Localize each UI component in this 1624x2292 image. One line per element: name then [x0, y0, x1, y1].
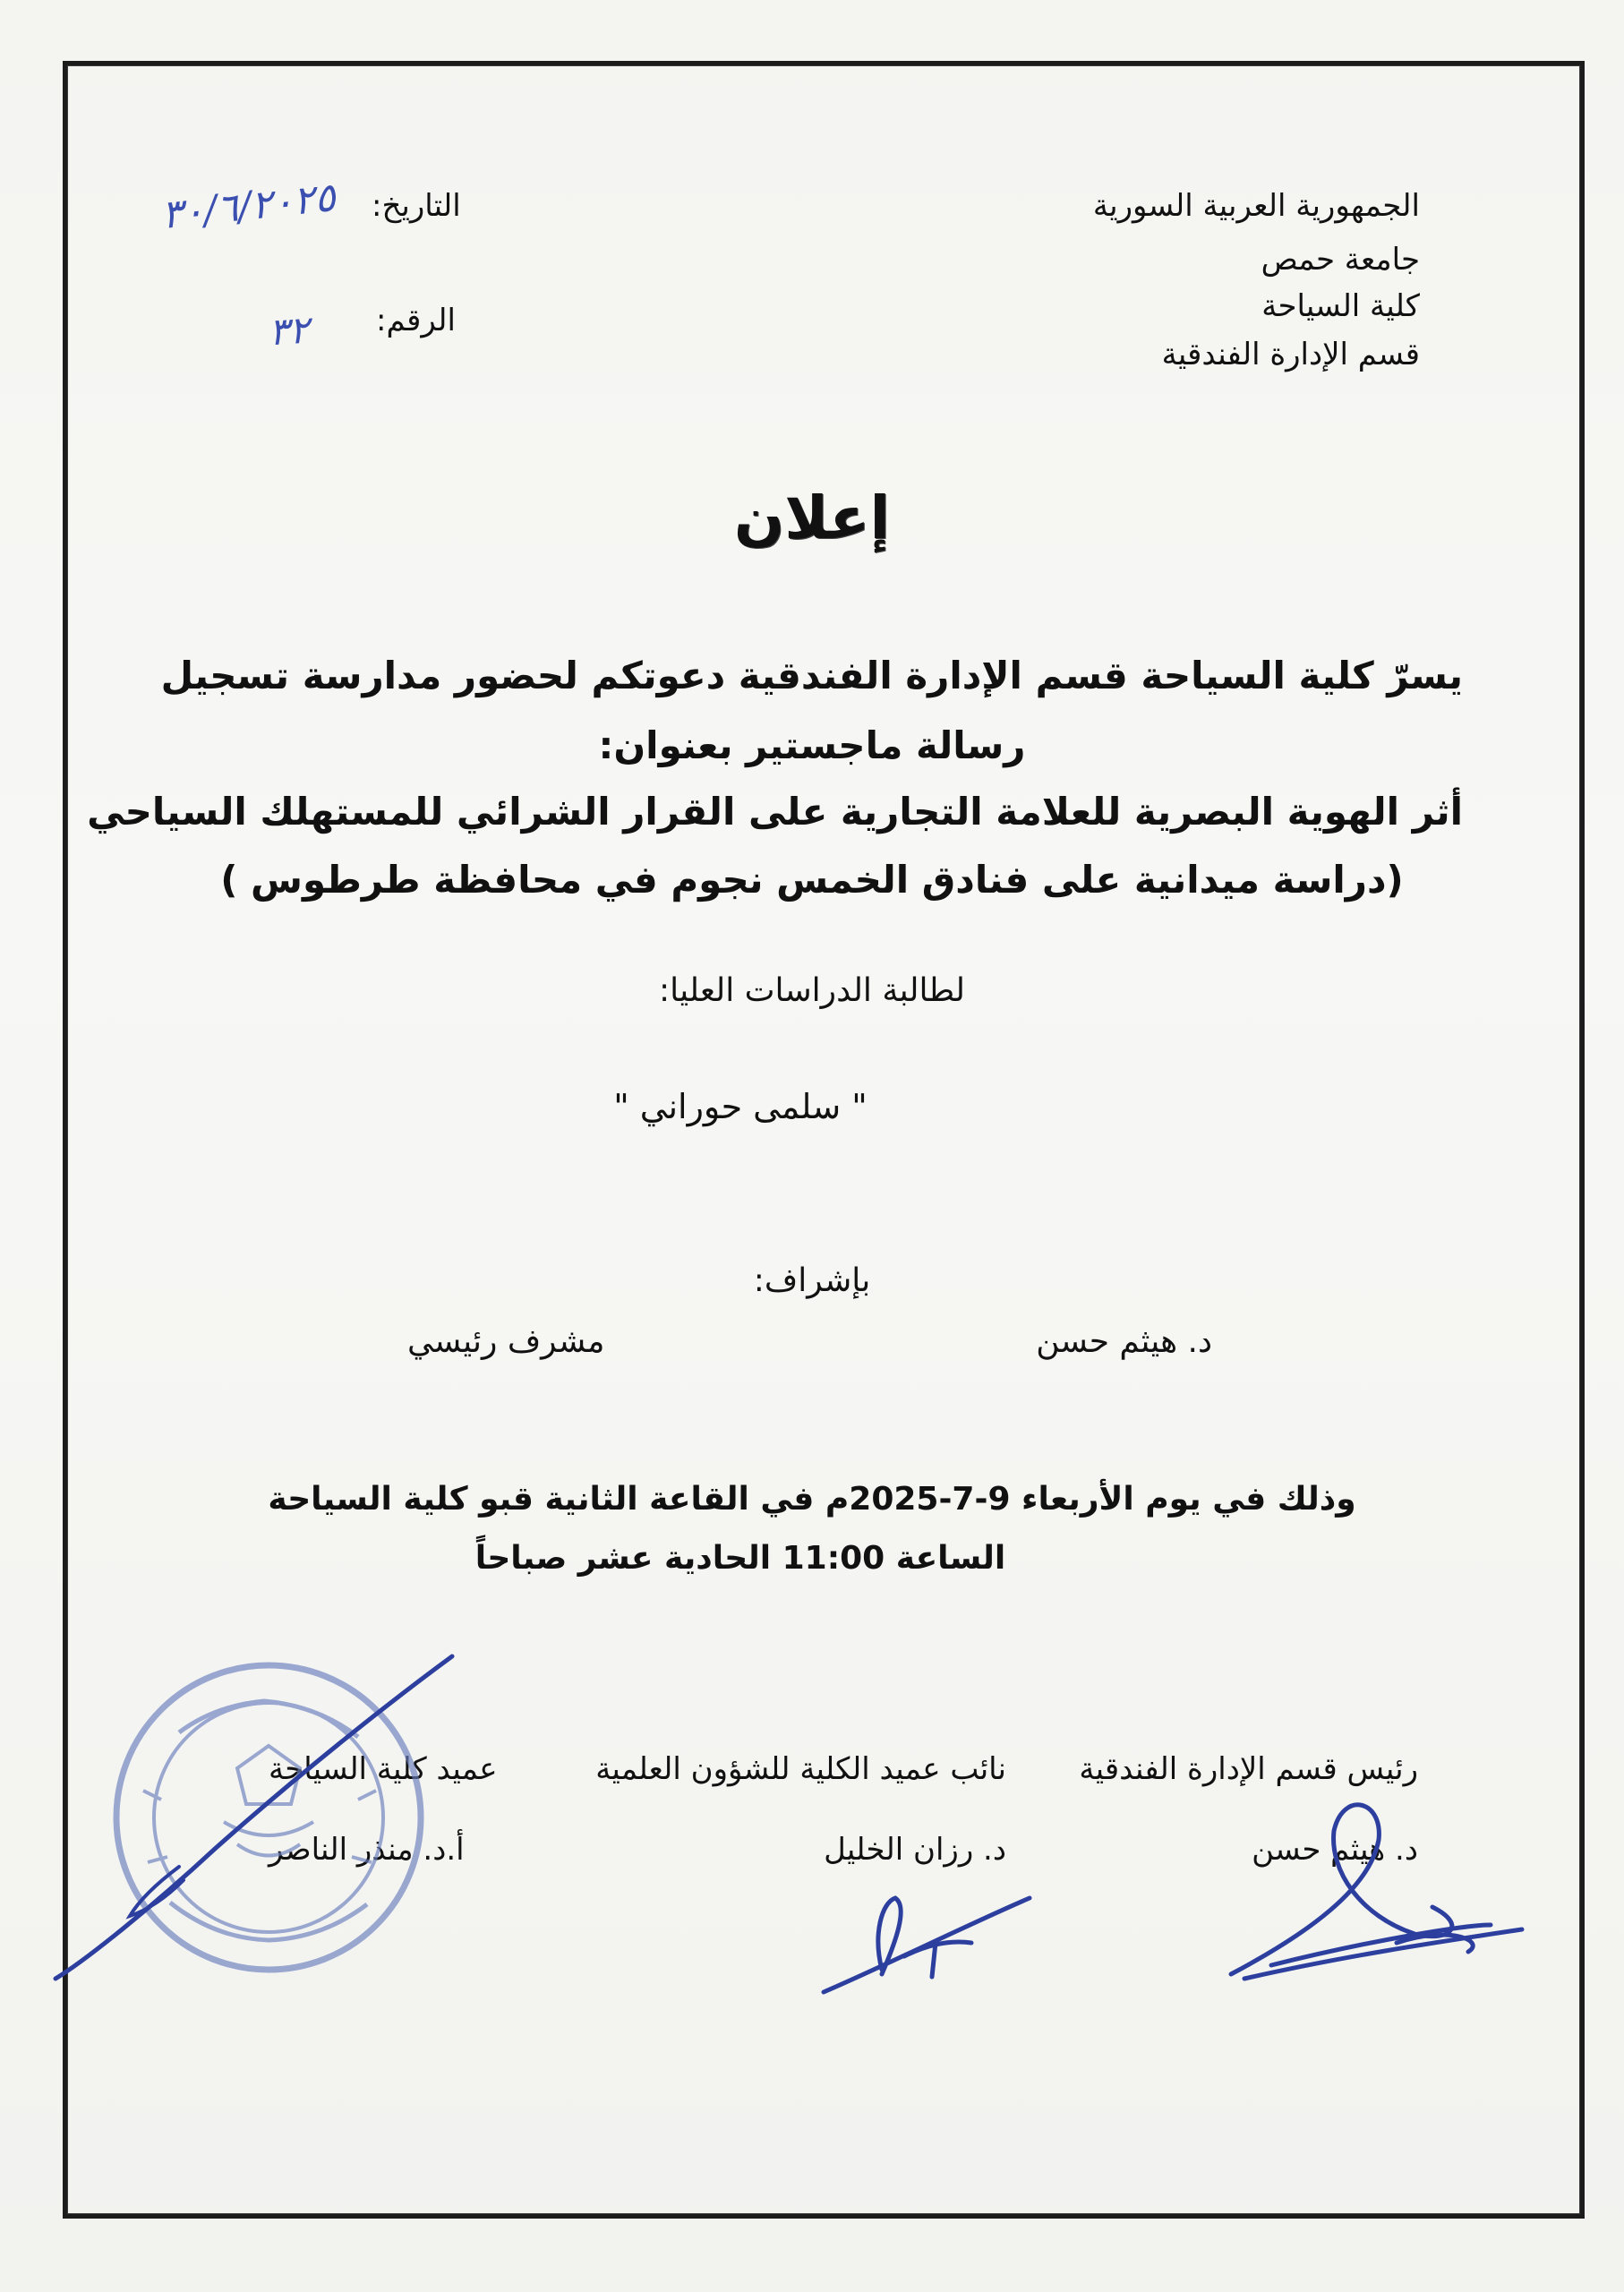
- number-handwritten-value: ٣٢: [267, 307, 311, 355]
- signature-name-vice-dean: د. رزان الخليل: [824, 1832, 1006, 1868]
- header-department: قسم الإدارة الفندقية: [1161, 337, 1420, 372]
- number-label: الرقم:: [376, 303, 456, 338]
- signature-name-department-head: د. هيثم حسن: [1252, 1832, 1418, 1868]
- date-label: التاريخ:: [372, 188, 461, 224]
- body-line-invitation: يسرّ كلية السياحة قسم الإدارة الفندقية دعوتكم لحضور مدارسة تسجيل: [160, 654, 1463, 697]
- header-country: الجمهورية العربية السورية: [1092, 188, 1420, 224]
- supervisor-name: د. هيثم حسن: [1036, 1323, 1212, 1360]
- signature-role-dean: عميد كلية السياحة: [269, 1751, 498, 1787]
- header-university: جامعة حمص: [1261, 242, 1420, 278]
- body-line-thesis-intro: رسالة ماجستير بعنوان:: [598, 723, 1026, 767]
- signature-role-vice-dean: نائب عميد الكلية للشؤون العلمية: [595, 1751, 1006, 1787]
- body-line-thesis-title: أثر الهوية البصرية للعلامة التجارية على القرار الشرائي للمستهلك السياحي: [87, 790, 1463, 834]
- supervisor-role: مشرف رئيسي: [407, 1323, 605, 1360]
- date-handwritten-value: ٣٠/٦/٢٠٢٥: [158, 174, 338, 239]
- signature-name-dean: أ.د. منذر الناصر: [269, 1832, 465, 1868]
- header-faculty: كلية السياحة: [1261, 288, 1420, 324]
- student-name: " سلمى حوراني ": [613, 1087, 868, 1126]
- supervision-label: بإشراف:: [753, 1262, 871, 1299]
- schedule-time: الساعة 11:00 الحادية عشر صباحاً: [474, 1540, 1006, 1577]
- signature-role-department-head: رئيس قسم الإدارة الفندقية: [1079, 1751, 1418, 1787]
- schedule-date-location: وذلك في يوم الأربعاء 9-7-2025م في القاعة الثانية قبو كلية السياحة: [268, 1481, 1356, 1518]
- body-line-thesis-subtitle: (دراسة ميدانية على فنادق الخمس نجوم في محافظة طرطوس ): [220, 858, 1404, 902]
- page-border: [63, 61, 1585, 2219]
- student-label: لطالبة الدراسات العليا:: [659, 972, 965, 1009]
- announcement-title: إعلان: [733, 483, 891, 552]
